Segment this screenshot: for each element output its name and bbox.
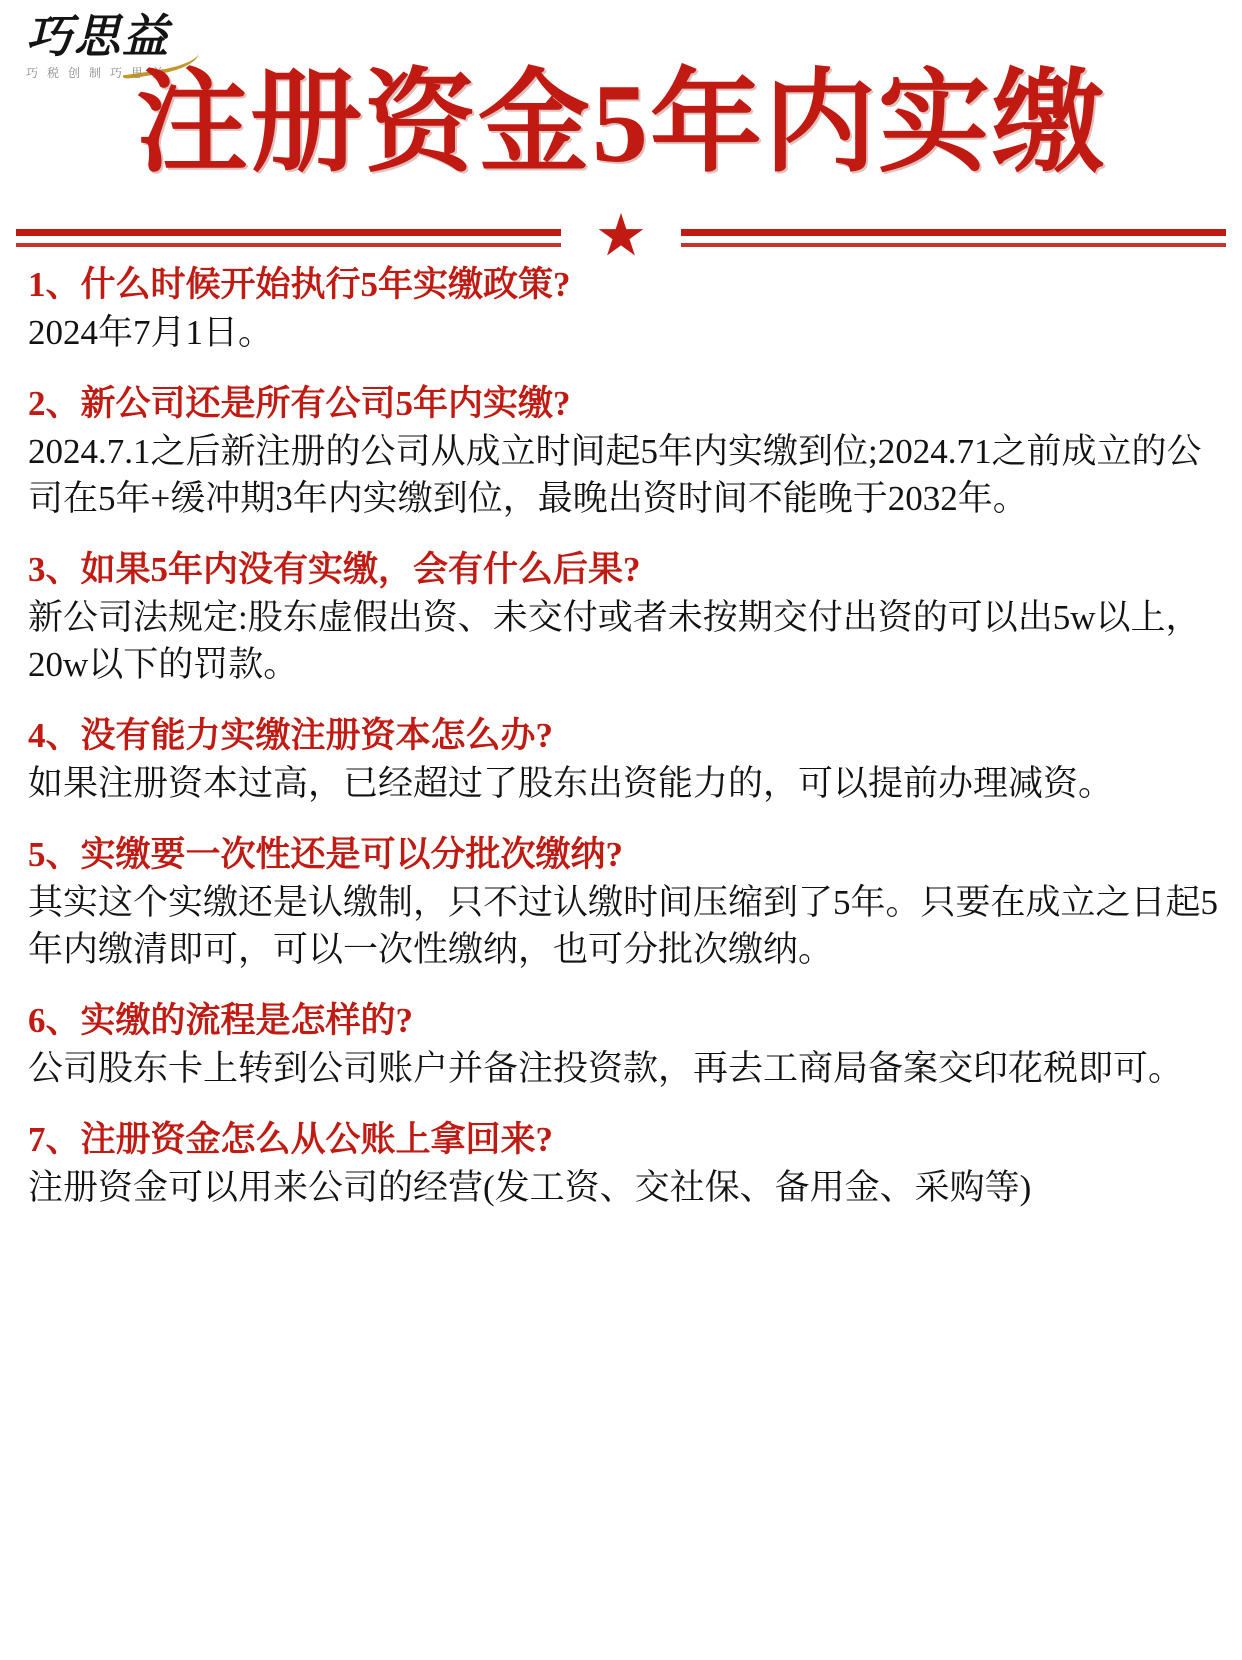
faq-list [28, 262, 1218, 1236]
faq-answer: 如果注册资本过高，已经超过了股东出资能力的，可以提前办理减资。 [28, 764, 1114, 804]
faq-item [28, 1117, 1218, 1212]
faq-answer: 其实这个实缴还是认缴制，只不过认缴时间压缩到了5年。只要在成立之日起5年内缴清即可，可以一次性缴纳，也可分批次缴纳。 [28, 883, 1219, 970]
faq-question: 1、什么时候开始执行5年实缴政策? [28, 265, 571, 304]
faq-answer: 新公司法规定:股东虚假出资、未交付或者未按期交付出资的可以出5w以上，20w以下的罚款。 [28, 598, 1201, 685]
divider-bar-left-thin [16, 243, 561, 247]
divider-bar-right-thin [681, 243, 1226, 247]
divider-bar-left [16, 229, 561, 236]
faq-item [28, 547, 1218, 689]
faq-answer: 2024.7.1之后新注册的公司从成立时间起5年内实缴到位;2024.71之前成立的公司在5年+缓冲期3年内实缴到位，最晚出资时间不能晚于2032年。 [28, 432, 1202, 519]
brand-logo-text: 巧思益 [26, 11, 170, 62]
faq-answer: 注册资金可以用来公司的经营(发工资、交社保、备用金、采购等) [28, 1168, 1032, 1208]
faq-question: 2、新公司还是所有公司5年内实缴? [28, 384, 571, 424]
faq-question: 5、实缴要一次性还是可以分批次缴纳? [28, 835, 624, 875]
faq-answer: 2024年7月1日。 [28, 313, 274, 353]
faq-answer: 公司股东卡上转到公司账户并备注投资款，再去工商局备案交印花税即可。 [28, 1049, 1184, 1089]
faq-question: 3、如果5年内没有实缴，会有什么后果? [28, 550, 641, 590]
faq-item [28, 381, 1218, 523]
star-icon: ★ [596, 210, 646, 263]
faq-item [28, 998, 1218, 1093]
faq-item [28, 262, 1218, 357]
brand-logo-tagline: 巧 税 创 制 巧 思 益 [26, 66, 168, 80]
faq-question: 4、没有能力实缴注册资本怎么办? [28, 716, 554, 756]
title-divider [16, 210, 1226, 263]
faq-item [28, 832, 1218, 974]
faq-item [28, 713, 1218, 808]
page-title: 注册资金5年内实缴 [136, 62, 1106, 186]
divider-bar-right [681, 229, 1226, 236]
faq-question: 7、注册资金怎么从公账上拿回来? [28, 1120, 554, 1160]
faq-question: 6、实缴的流程是怎样的? [28, 1001, 414, 1041]
